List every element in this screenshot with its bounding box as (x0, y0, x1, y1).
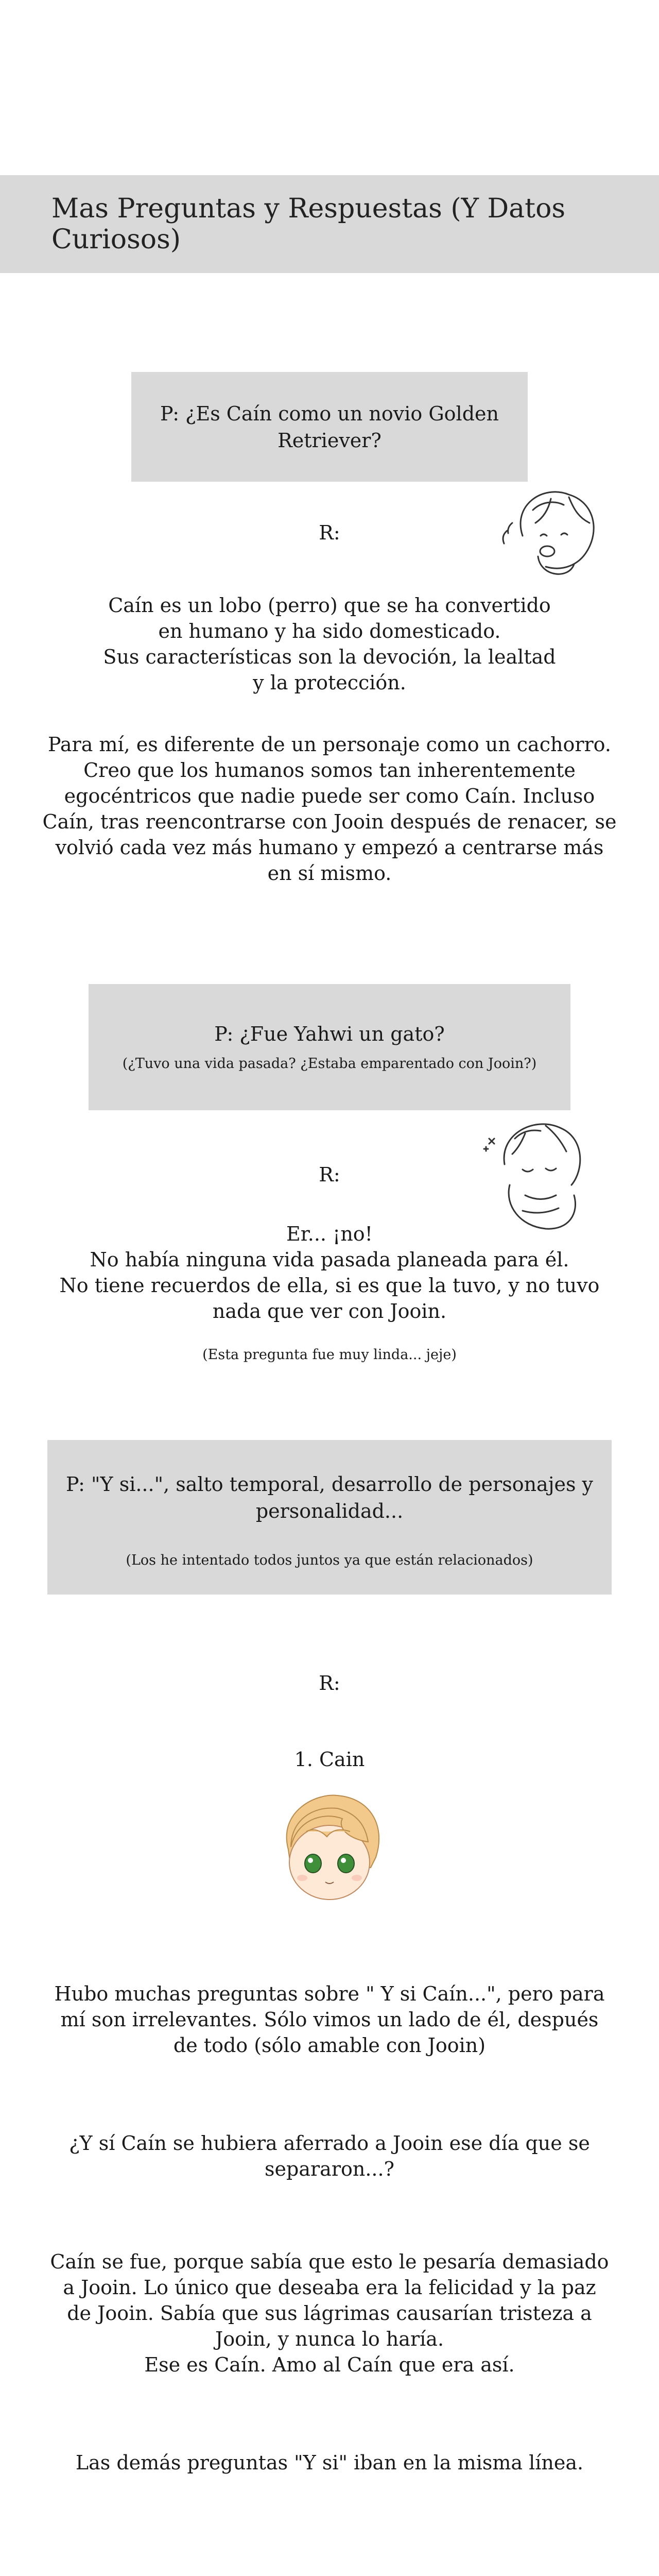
opinion-1-line: Para mí, es diferente de un personaje como un cachorro. (48, 733, 611, 756)
opinion-1-line: egocéntricos que nadie puede ser como Caín. Incluso (64, 785, 595, 807)
question-1-line-1: P: ¿Es Caín como un novio Golden (160, 402, 499, 425)
answer-2-line: No tiene recuerdos de ella, si es que la tuvo, y no tuvo (59, 1274, 600, 1297)
cain-paragraph-2-line: a Jooin. Lo único que deseaba era la felicidad y la paz (63, 2276, 596, 2299)
question-3-line-1: P: "Y si...", salto temporal, desarrollo de personajes y (65, 1473, 594, 1496)
question-1-line-2: Retriever? (278, 429, 381, 452)
cain-question-2-line: separaron...? (265, 2158, 394, 2180)
question-2-subtext: (¿Tuvo una vida pasada? ¿Estaba emparentado con Jooin?) (122, 1055, 537, 1072)
answer-1-text (0, 592, 659, 696)
answer-label-3: R: (319, 1672, 340, 1694)
answer-1-line: y la protección. (253, 671, 406, 694)
cain-question-2 (0, 2130, 659, 2182)
cain-paragraph-1 (0, 1981, 659, 2058)
question-3-subtext: (Los he intentado todos juntos ya que están relacionados) (126, 1552, 533, 1568)
opinion-1-text (0, 732, 659, 886)
cain-question-2-line: ¿Y sí Caín se hubiera aferrado a Jooin ese día que se (69, 2132, 590, 2155)
cain-paragraph-2 (0, 2249, 659, 2378)
question-box-1 (131, 372, 528, 482)
opinion-1-line: en sí mismo. (267, 862, 392, 885)
cain-paragraph-1-line: de todo (sólo amable con Jooin) (173, 2034, 486, 2057)
cain-paragraph-2-line: de Jooin. Sabía que sus lágrimas causarían tristeza a (67, 2302, 592, 2325)
answer-2-text (0, 1221, 659, 1324)
section-label-cain: 1. Cain (294, 1748, 365, 1771)
answer-2-line: No había ninguna vida pasada planeada para él. (90, 1248, 569, 1271)
answer-1-line: Sus características son la devoción, la lealtad (103, 646, 556, 668)
answer-label-2: R: (319, 1163, 340, 1186)
cain-paragraph-2-line: Caín se fue, porque sabía que esto le pesaría demasiado (50, 2250, 609, 2273)
title-banner (0, 175, 659, 273)
chibi-cain-icon (260, 1790, 399, 1909)
answer-1-line: en humano y ha sido domesticado. (158, 620, 501, 642)
cain-paragraph-2-line: Jooin, y nunca lo haría. (215, 2328, 444, 2350)
cain-paragraph-3: Las demás preguntas "Y si" iban en la misma línea. (75, 2451, 584, 2474)
cain-paragraph-2-line: Ese es Caín. Amo al Caín que era así. (144, 2353, 515, 2376)
answer-2-line: nada que ver con Jooin. (212, 1300, 447, 1323)
opinion-1-line: volvió cada vez más humano y empezó a centrarse más (55, 836, 604, 859)
cain-paragraph-1-line: mí son irrelevantes. Sólo vimos un lado de él, después (60, 2008, 599, 2031)
answer-label-1: R: (319, 521, 340, 544)
page-title: Mas Preguntas y Respuestas (Y Datos Curiosos) (51, 193, 566, 255)
question-box-2 (89, 984, 570, 1110)
opinion-1-line: Caín, tras reencontrarse con Jooin después de renacer, se (42, 810, 617, 833)
opinion-1-line: Creo que los humanos somos tan inherentemente (83, 759, 576, 782)
cain-paragraph-1-line: Hubo muchas preguntas sobre " Y si Caín...", pero para (54, 1982, 605, 2005)
question-3-line-2: personalidad... (255, 1500, 404, 1522)
answer-2-line: Er... ¡no! (286, 1223, 373, 1245)
question-2-text: P: ¿Fue Yahwi un gato? (214, 1022, 445, 1045)
answer-2-note: (Esta pregunta fue muy linda... jeje) (202, 1347, 457, 1363)
answer-1-line: Caín es un lobo (perro) que se ha convertido (108, 594, 551, 617)
question-box-3 (47, 1440, 612, 1595)
